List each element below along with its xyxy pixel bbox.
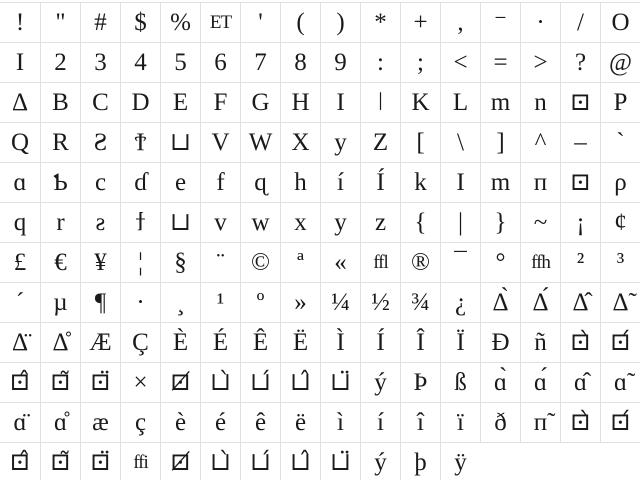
glyph-cell[interactable]: ¾	[400, 282, 440, 322]
glyph-cell[interactable]: Æ	[80, 322, 120, 362]
glyph-cell[interactable]: *	[360, 2, 400, 42]
glyph-cell[interactable]: O	[600, 2, 640, 42]
glyph-cell[interactable]: Ƅ	[40, 162, 80, 202]
glyph-cell[interactable]: e	[160, 162, 200, 202]
glyph-cell[interactable]: ß	[440, 362, 480, 402]
glyph-cell[interactable]: :	[360, 42, 400, 82]
glyph-cell[interactable]: Δ̊	[40, 322, 80, 362]
glyph-cell[interactable]: z	[360, 202, 400, 242]
glyph-cell[interactable]: P	[600, 82, 640, 122]
glyph-cell[interactable]: ¥	[80, 242, 120, 282]
glyph-cell[interactable]: 8	[280, 42, 320, 82]
glyph-cell[interactable]: Î	[400, 322, 440, 362]
glyph-cell[interactable]: f	[200, 162, 240, 202]
glyph-cell[interactable]: ⊔̂	[280, 362, 320, 402]
glyph-cell[interactable]: ¨	[200, 242, 240, 282]
glyph-cell[interactable]: #	[80, 2, 120, 42]
glyph-cell[interactable]: ®	[400, 242, 440, 282]
glyph-cell[interactable]: 7	[240, 42, 280, 82]
glyph-cell[interactable]: Ç	[120, 322, 160, 362]
glyph-cell[interactable]: –	[560, 122, 600, 162]
glyph-cell[interactable]: ǀ	[360, 82, 400, 122]
glyph-cell[interactable]: %	[160, 2, 200, 42]
glyph-cell[interactable]: !	[0, 2, 40, 42]
glyph-cell[interactable]: ⊡̈	[80, 362, 120, 402]
glyph-cell[interactable]: ffi	[120, 442, 160, 480]
glyph-cell[interactable]: ɗ	[120, 162, 160, 202]
glyph-cell[interactable]: ³	[600, 242, 640, 282]
glyph-cell[interactable]: ê	[240, 402, 280, 442]
glyph-cell[interactable]: 6	[200, 42, 240, 82]
glyph-cell[interactable]: \	[440, 122, 480, 162]
glyph-cell[interactable]: ç	[120, 402, 160, 442]
glyph-cell[interactable]: ⊡	[560, 82, 600, 122]
glyph-cell[interactable]: ffh	[520, 242, 560, 282]
glyph-cell[interactable]: ×	[120, 362, 160, 402]
glyph-cell[interactable]: /	[560, 2, 600, 42]
glyph-cell[interactable]: ⊔̀	[200, 442, 240, 480]
glyph-cell[interactable]: Δ̂	[560, 282, 600, 322]
glyph-cell[interactable]: E	[160, 82, 200, 122]
glyph-cell[interactable]: é	[200, 402, 240, 442]
glyph-cell[interactable]: I	[440, 162, 480, 202]
glyph-cell[interactable]: $	[120, 2, 160, 42]
glyph-cell[interactable]: X	[280, 122, 320, 162]
glyph-cell[interactable]: ¦	[120, 242, 160, 282]
glyph-cell[interactable]: +	[400, 2, 440, 42]
glyph-cell[interactable]: n	[520, 82, 560, 122]
glyph-cell[interactable]: x	[280, 202, 320, 242]
glyph-cell[interactable]: Ì	[320, 322, 360, 362]
glyph-cell[interactable]: ɑ̊	[40, 402, 80, 442]
glyph-cell[interactable]: ɑ̈	[0, 402, 40, 442]
glyph-cell[interactable]: º	[240, 282, 280, 322]
glyph-cell[interactable]: Δ́	[520, 282, 560, 322]
glyph-cell[interactable]: Δ̈	[0, 322, 40, 362]
glyph-cell[interactable]: þ	[400, 442, 440, 480]
glyph-cell[interactable]: c	[80, 162, 120, 202]
glyph-cell[interactable]: ɑ̂	[560, 362, 600, 402]
glyph-cell[interactable]: =	[480, 42, 520, 82]
glyph-cell[interactable]: ɋ	[240, 162, 280, 202]
glyph-cell[interactable]: ë	[280, 402, 320, 442]
glyph-cell[interactable]: 2	[40, 42, 80, 82]
glyph-cell[interactable]: ¿	[440, 282, 480, 322]
glyph-cell[interactable]: ⊡̀	[560, 402, 600, 442]
glyph-cell[interactable]: ⊡	[560, 162, 600, 202]
glyph-cell[interactable]: ÿ	[440, 442, 480, 480]
glyph-cell[interactable]: î	[400, 402, 440, 442]
glyph-cell[interactable]: ⊡̸	[160, 362, 200, 402]
glyph-cell[interactable]: ƨ	[80, 202, 120, 242]
glyph-cell[interactable]: ñ	[520, 322, 560, 362]
glyph-cell[interactable]: 5	[160, 42, 200, 82]
empty-cell	[480, 442, 520, 480]
glyph-cell[interactable]: Q	[0, 122, 40, 162]
glyph-cell[interactable]: €	[40, 242, 80, 282]
glyph-cell[interactable]: <	[440, 42, 480, 82]
glyph-cell[interactable]: ¶	[80, 282, 120, 322]
empty-cell	[520, 442, 560, 480]
glyph-cell[interactable]: ⊔̈	[320, 362, 360, 402]
glyph-cell[interactable]: ´	[0, 282, 40, 322]
glyph-cell[interactable]: Ϯ	[120, 122, 160, 162]
glyph-cell[interactable]: Δ̃	[600, 282, 640, 322]
glyph-cell[interactable]: æ	[80, 402, 120, 442]
glyph-cell[interactable]: ~	[520, 202, 560, 242]
glyph-cell[interactable]: ⊔́	[240, 442, 280, 480]
glyph-cell[interactable]: Í	[360, 322, 400, 362]
glyph-cell[interactable]: Í	[360, 162, 400, 202]
glyph-cell[interactable]: ý	[360, 442, 400, 480]
glyph-cell[interactable]: ¡	[560, 202, 600, 242]
glyph-cell[interactable]: ⊡̸	[160, 442, 200, 480]
glyph-cell[interactable]: I	[0, 42, 40, 82]
glyph-cell[interactable]: h	[280, 162, 320, 202]
glyph-cell[interactable]: ⊡̀	[560, 322, 600, 362]
glyph-cell[interactable]: y	[320, 202, 360, 242]
glyph-cell[interactable]: È	[160, 322, 200, 362]
glyph-cell[interactable]: ·	[120, 282, 160, 322]
glyph-cell[interactable]: ⊔	[160, 202, 200, 242]
charmap-grid	[0, 2, 640, 480]
glyph-cell[interactable]: W	[240, 122, 280, 162]
glyph-cell[interactable]: Þ	[400, 362, 440, 402]
glyph-cell[interactable]: Ï	[440, 322, 480, 362]
glyph-cell[interactable]: }	[480, 202, 520, 242]
glyph-cell[interactable]: Ƨ	[80, 122, 120, 162]
glyph-cell[interactable]: r	[40, 202, 80, 242]
glyph-cell[interactable]: ffl	[360, 242, 400, 282]
empty-cell	[600, 442, 640, 480]
glyph-cell[interactable]: ·	[520, 2, 560, 42]
glyph-cell[interactable]: £	[0, 242, 40, 282]
glyph-cell[interactable]: ,	[440, 2, 480, 42]
glyph-cell[interactable]: ½	[360, 282, 400, 322]
glyph-cell[interactable]: D	[120, 82, 160, 122]
glyph-cell[interactable]: m	[480, 162, 520, 202]
glyph-cell[interactable]: "	[40, 2, 80, 42]
glyph-cell[interactable]: y	[320, 122, 360, 162]
glyph-cell[interactable]: ¼	[320, 282, 360, 322]
glyph-cell[interactable]: п̃	[520, 402, 560, 442]
glyph-cell[interactable]: )	[320, 2, 360, 42]
glyph-cell[interactable]: H	[280, 82, 320, 122]
glyph-cell[interactable]: °	[480, 242, 520, 282]
glyph-cell[interactable]: í	[320, 162, 360, 202]
glyph-cell[interactable]: è	[160, 402, 200, 442]
glyph-cell[interactable]: ⊡́	[600, 402, 640, 442]
glyph-cell[interactable]: R	[40, 122, 80, 162]
glyph-cell[interactable]: ⊡́	[600, 322, 640, 362]
glyph-cell[interactable]: m	[480, 82, 520, 122]
glyph-cell[interactable]: C	[80, 82, 120, 122]
glyph-cell[interactable]: ET	[200, 2, 240, 42]
glyph-cell[interactable]: Δ	[0, 82, 40, 122]
glyph-cell[interactable]: `	[600, 122, 640, 162]
glyph-cell[interactable]: É	[200, 322, 240, 362]
glyph-cell[interactable]: >	[520, 42, 560, 82]
glyph-cell[interactable]: í	[360, 402, 400, 442]
glyph-cell[interactable]: µ	[40, 282, 80, 322]
glyph-cell[interactable]: @	[600, 42, 640, 82]
glyph-cell[interactable]: ⁻	[480, 2, 520, 42]
glyph-cell[interactable]: ρ	[600, 162, 640, 202]
glyph-cell[interactable]: ª	[280, 242, 320, 282]
glyph-cell[interactable]: Δ̀	[480, 282, 520, 322]
glyph-cell[interactable]: Ê	[240, 322, 280, 362]
glyph-cell[interactable]: ¸	[160, 282, 200, 322]
glyph-cell[interactable]: F	[200, 82, 240, 122]
glyph-cell[interactable]: ⊡̂	[0, 442, 40, 480]
glyph-cell[interactable]: §	[160, 242, 200, 282]
glyph-cell[interactable]: ⊔́	[240, 362, 280, 402]
glyph-cell[interactable]: »	[280, 282, 320, 322]
glyph-cell[interactable]: ⊔̀	[200, 362, 240, 402]
glyph-cell[interactable]: ⊡̃	[40, 362, 80, 402]
glyph-cell[interactable]: ¹	[200, 282, 240, 322]
glyph-cell[interactable]: ý	[360, 362, 400, 402]
glyph-cell[interactable]: ¢	[600, 202, 640, 242]
glyph-cell[interactable]: '	[240, 2, 280, 42]
glyph-cell[interactable]: ɑ̀	[480, 362, 520, 402]
glyph-cell[interactable]: 4	[120, 42, 160, 82]
glyph-cell[interactable]: ì	[320, 402, 360, 442]
glyph-cell[interactable]: q	[0, 202, 40, 242]
glyph-cell[interactable]: |	[440, 202, 480, 242]
glyph-cell[interactable]: ⊔	[160, 122, 200, 162]
glyph-cell[interactable]: ¯	[440, 242, 480, 282]
glyph-cell[interactable]: Ð	[480, 322, 520, 362]
glyph-cell[interactable]: k	[400, 162, 440, 202]
glyph-cell[interactable]: ⊔̈	[320, 442, 360, 480]
glyph-cell[interactable]: ɑ̃	[600, 362, 640, 402]
glyph-cell[interactable]: ²	[560, 242, 600, 282]
glyph-cell[interactable]: K	[400, 82, 440, 122]
glyph-cell[interactable]: V	[200, 122, 240, 162]
glyph-cell[interactable]: ï	[440, 402, 480, 442]
glyph-cell[interactable]: Ë	[280, 322, 320, 362]
glyph-cell[interactable]: ɑ	[0, 162, 40, 202]
glyph-cell[interactable]: Z	[360, 122, 400, 162]
glyph-cell[interactable]: ]	[480, 122, 520, 162]
glyph-cell[interactable]: I	[320, 82, 360, 122]
glyph-cell[interactable]: B	[40, 82, 80, 122]
glyph-cell[interactable]: 9	[320, 42, 360, 82]
glyph-cell[interactable]: ⊡̃	[40, 442, 80, 480]
glyph-cell[interactable]: ɑ́	[520, 362, 560, 402]
glyph-cell[interactable]: [	[400, 122, 440, 162]
glyph-cell[interactable]: ⊡̂	[0, 362, 40, 402]
glyph-cell[interactable]: ©	[240, 242, 280, 282]
glyph-cell[interactable]: ⊡̈	[80, 442, 120, 480]
glyph-cell[interactable]: v	[200, 202, 240, 242]
glyph-cell[interactable]: «	[320, 242, 360, 282]
glyph-cell[interactable]: ⊔̂	[280, 442, 320, 480]
glyph-cell[interactable]: ^	[520, 122, 560, 162]
glyph-cell[interactable]: (	[280, 2, 320, 42]
glyph-cell[interactable]: w	[240, 202, 280, 242]
glyph-cell[interactable]: ?	[560, 42, 600, 82]
glyph-cell[interactable]: ϯ	[120, 202, 160, 242]
glyph-cell[interactable]: {	[400, 202, 440, 242]
empty-cell	[560, 442, 600, 480]
glyph-cell[interactable]: ð	[480, 402, 520, 442]
glyph-cell[interactable]: L	[440, 82, 480, 122]
glyph-cell[interactable]: G	[240, 82, 280, 122]
glyph-cell[interactable]: ;	[400, 42, 440, 82]
glyph-cell[interactable]: п	[520, 162, 560, 202]
glyph-cell[interactable]: 3	[80, 42, 120, 82]
